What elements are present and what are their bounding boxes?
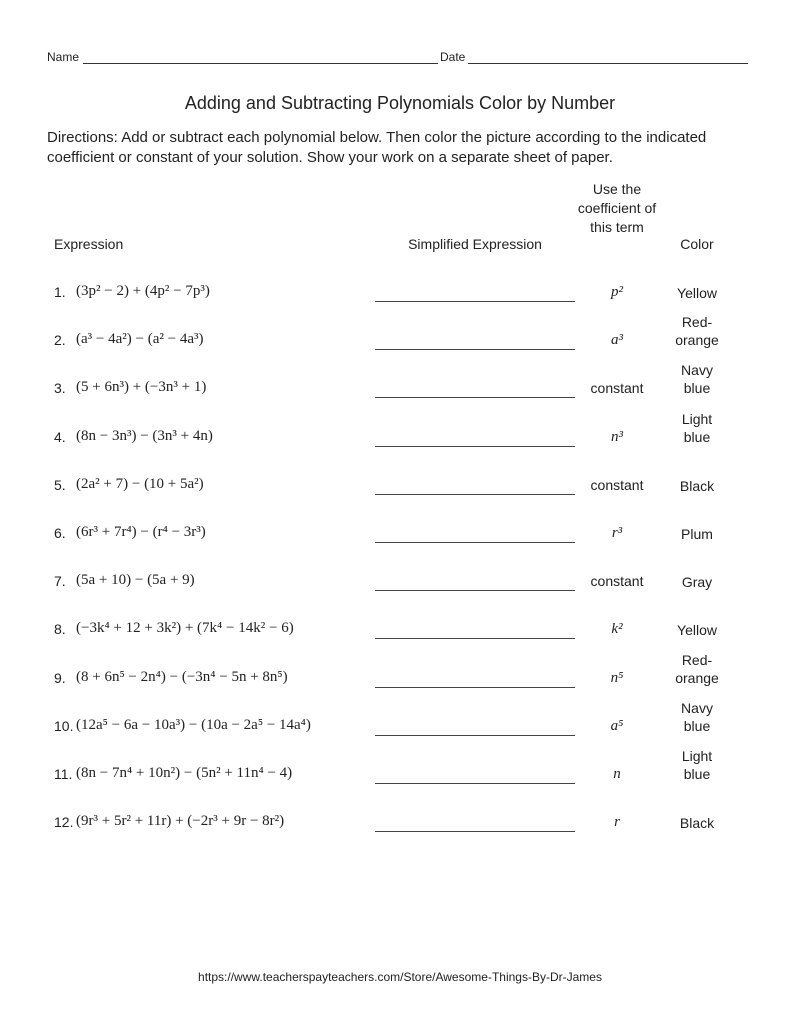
color-name: Black — [679, 477, 715, 494]
color-name: Light blue — [681, 748, 713, 782]
problem-number: 7. — [54, 573, 66, 590]
coefficient-term: p² — [611, 284, 623, 300]
problem-number: 10. — [54, 717, 74, 734]
coefficient-term: r³ — [611, 525, 623, 541]
problem-number: 6. — [54, 525, 66, 541]
coefficient-term: a³ — [611, 332, 623, 349]
footer-url: https://www.teacherspayteachers.com/Store/Awesome-Things-By-Dr-James — [198, 970, 602, 984]
color-name: Gray — [681, 574, 713, 591]
answer-blank[interactable] — [375, 831, 575, 832]
problem-expression: (5a + 10) − (5a + 9) — [76, 572, 195, 589]
problem-number: 3. — [54, 380, 66, 397]
problem-expression: (12a⁵ − 6a − 10a³) − (10a − 2a⁵ − 14a⁴) — [76, 716, 311, 733]
date-label: Date — [440, 50, 466, 64]
name-field[interactable] — [83, 63, 438, 64]
color-name: Yellow — [677, 622, 717, 639]
coefficient-term: constant — [590, 573, 644, 590]
problem-row — [0, 813, 800, 871]
answer-blank[interactable] — [375, 590, 575, 591]
problem-number: 9. — [54, 669, 66, 686]
coefficient-term: r — [614, 814, 620, 831]
answer-blank[interactable] — [375, 735, 575, 736]
color-name: Navy blue — [681, 362, 713, 397]
answer-blank[interactable] — [375, 783, 575, 784]
answer-blank[interactable] — [375, 349, 575, 350]
date-field[interactable] — [468, 63, 748, 64]
page-title: Adding and Subtracting Polynomials Color by Number — [184, 93, 616, 113]
problem-number: 11. — [54, 766, 73, 782]
problem-number: 12. — [54, 814, 74, 831]
answer-blank[interactable] — [375, 638, 575, 639]
answer-blank[interactable] — [375, 397, 575, 398]
problem-number: 5. — [54, 476, 66, 493]
name-label: Name — [47, 50, 80, 64]
color-name: Black — [679, 815, 715, 832]
color-name: Navy blue — [681, 699, 713, 734]
coefficient-term: k² — [611, 621, 623, 638]
coefficient-term: n⁵ — [610, 669, 624, 686]
problem-number: 4. — [54, 428, 66, 445]
color-name: Red- orange — [675, 651, 719, 686]
color-name: Light blue — [681, 410, 713, 445]
color-name: Plum — [681, 526, 713, 542]
problem-expression: (3p² − 2) + (4p² − 7p³) — [76, 283, 210, 299]
column-header-expression: Expression — [54, 236, 124, 252]
problem-number: 2. — [54, 332, 66, 349]
answer-blank[interactable] — [375, 301, 575, 302]
coefficient-term: a⁵ — [610, 717, 624, 734]
problem-expression: (8 + 6n⁵ − 2n⁴) − (−3n⁴ − 5n + 8n⁵) — [76, 668, 288, 685]
problem-number: 1. — [54, 284, 66, 300]
problem-expression: (6r³ + 7r⁴) − (r⁴ − 3r³) — [76, 524, 206, 540]
problem-expression: (8n − 3n³) − (3n³ + 4n) — [76, 427, 213, 444]
column-header-color: Color — [680, 236, 714, 252]
problem-expression: (8n − 7n⁴ + 10n²) − (5n² + 11n⁴ − 4) — [76, 765, 293, 781]
problem-expression: (a³ − 4a²) − (a² − 4a³) — [76, 331, 204, 348]
column-header-term: Use the coefficient of this term — [577, 181, 657, 235]
color-name: Red- orange — [675, 314, 719, 349]
problem-expression: (2a² + 7) − (10 + 5a²) — [76, 475, 204, 492]
problem-number: 8. — [54, 621, 66, 638]
coefficient-term: constant — [590, 380, 644, 397]
answer-blank[interactable] — [375, 494, 575, 495]
problem-expression: (−3k⁴ + 12 + 3k²) + (7k⁴ − 14k² − 6) — [76, 620, 294, 637]
column-header-simplified: Simplified Expression — [408, 236, 542, 252]
coefficient-term: n — [613, 766, 621, 782]
directions: Directions: Add or subtract each polynomial below. Then color the picture according to the indicated coefficient or constant of your solution. Show your work on a separate sheet of paper. — [47, 129, 707, 166]
answer-blank[interactable] — [375, 687, 575, 688]
problem-expression: (9r³ + 5r² + 11r) + (−2r³ + 9r − 8r²) — [76, 813, 285, 830]
coefficient-term: constant — [590, 476, 644, 493]
problem-expression: (5 + 6n³) + (−3n³ + 1) — [76, 379, 207, 396]
answer-blank[interactable] — [375, 542, 575, 543]
answer-blank[interactable] — [375, 446, 575, 447]
coefficient-term: n³ — [611, 428, 623, 445]
color-name: Yellow — [677, 285, 717, 301]
